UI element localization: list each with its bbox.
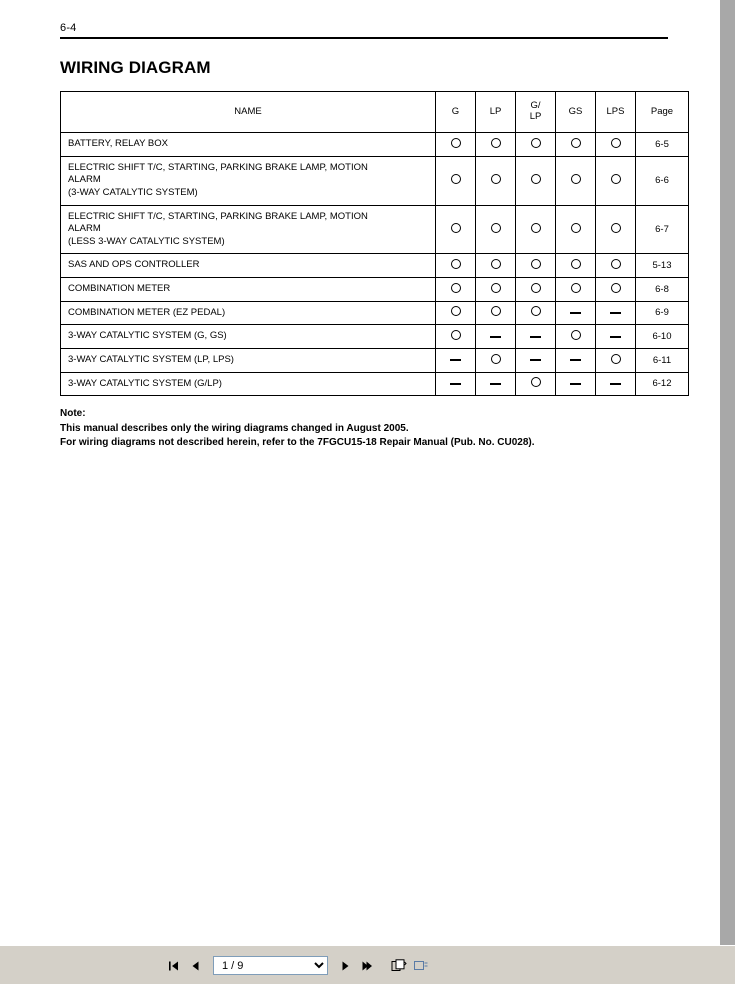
row-mark-cell-lps: [596, 278, 636, 302]
row-mark-cell-gs: [556, 301, 596, 325]
row-mark-cell-glp: [516, 278, 556, 302]
table-row: [61, 301, 689, 325]
available-circle-icon: [531, 174, 541, 184]
available-circle-icon: [571, 174, 581, 184]
column-header-glp-line1: G/: [530, 100, 541, 112]
available-circle-icon: [571, 259, 581, 269]
table-row: [61, 278, 689, 302]
row-mark-cell-gs: [556, 254, 596, 278]
not-available-dash-icon: [530, 336, 541, 338]
row-mark-cell-gs: [556, 348, 596, 372]
row-mark-cell-g: [436, 301, 476, 325]
available-circle-icon: [491, 259, 501, 269]
wiring-diagram-table: [60, 91, 689, 396]
available-circle-icon: [451, 138, 461, 148]
available-circle-icon: [491, 283, 501, 293]
note-block: [60, 407, 670, 451]
table-row: [61, 325, 689, 349]
available-circle-icon: [451, 259, 461, 269]
row-name-cell: BATTERY, RELAY BOX: [61, 133, 436, 157]
table-row: [61, 205, 689, 254]
table-header-row: [61, 92, 689, 133]
column-header-glp-line2: LP: [529, 111, 542, 122]
not-available-dash-icon: [610, 312, 621, 314]
available-circle-icon: [531, 306, 541, 316]
row-page-cell: 5-13: [636, 254, 689, 278]
available-circle-icon: [531, 259, 541, 269]
column-header-gs: GS: [556, 92, 596, 133]
row-mark-cell-lps: [596, 205, 636, 254]
table-row: [61, 254, 689, 278]
row-mark-cell-gs: [556, 325, 596, 349]
row-mark-cell-lp: [476, 325, 516, 349]
column-header-g: G: [436, 92, 476, 133]
page-title: WIRING DIAGRAM: [60, 58, 211, 77]
available-circle-icon: [611, 223, 621, 233]
row-page-cell: 6-6: [636, 156, 689, 205]
available-circle-icon: [611, 174, 621, 184]
row-mark-cell-glp: [516, 348, 556, 372]
next-page-button[interactable]: [336, 957, 354, 975]
table-row: [61, 133, 689, 157]
not-available-dash-icon: [570, 383, 581, 385]
note-line-1: This manual describes only the wiring diagrams changed in August 2005.: [60, 422, 409, 434]
available-circle-icon: [531, 223, 541, 233]
fit-page-icon[interactable]: [390, 957, 408, 975]
row-mark-cell-glp: [516, 325, 556, 349]
row-mark-cell-g: [436, 348, 476, 372]
available-circle-icon: [611, 259, 621, 269]
page-number-label: 6-4: [60, 22, 77, 34]
row-mark-cell-g: [436, 156, 476, 205]
available-circle-icon: [571, 223, 581, 233]
available-circle-icon: [571, 330, 581, 340]
available-circle-icon: [451, 223, 461, 233]
row-name-cell: 3-WAY CATALYTIC SYSTEM (G, GS): [61, 325, 436, 349]
row-page-cell: 6-5: [636, 133, 689, 157]
header-divider: [60, 37, 668, 39]
row-page-cell: 6-10: [636, 325, 689, 349]
row-mark-cell-gs: [556, 278, 596, 302]
available-circle-icon: [611, 138, 621, 148]
row-mark-cell-lp: [476, 133, 516, 157]
available-circle-icon: [531, 377, 541, 387]
available-circle-icon: [491, 223, 501, 233]
column-header-glp: [516, 92, 556, 133]
row-mark-cell-glp: [516, 372, 556, 396]
row-mark-cell-glp: [516, 254, 556, 278]
available-circle-icon: [451, 306, 461, 316]
not-available-dash-icon: [490, 383, 501, 385]
available-circle-icon: [451, 174, 461, 184]
not-available-dash-icon: [610, 336, 621, 338]
available-circle-icon: [571, 283, 581, 293]
row-mark-cell-g: [436, 372, 476, 396]
page-shadow: [720, 0, 735, 945]
available-circle-icon: [491, 138, 501, 148]
not-available-dash-icon: [450, 383, 461, 385]
row-mark-cell-lps: [596, 156, 636, 205]
available-circle-icon: [451, 283, 461, 293]
row-mark-cell-lp: [476, 348, 516, 372]
row-mark-cell-lps: [596, 254, 636, 278]
available-circle-icon: [451, 330, 461, 340]
column-header-lps: LPS: [596, 92, 636, 133]
row-page-cell: 6-11: [636, 348, 689, 372]
available-circle-icon: [571, 138, 581, 148]
column-header-lp: LP: [476, 92, 516, 133]
row-mark-cell-lp: [476, 278, 516, 302]
row-mark-cell-glp: [516, 156, 556, 205]
fit-width-icon[interactable]: [412, 957, 430, 975]
row-page-cell: 6-12: [636, 372, 689, 396]
previous-page-button[interactable]: [187, 957, 205, 975]
available-circle-icon: [611, 283, 621, 293]
available-circle-icon: [491, 354, 501, 364]
row-mark-cell-lps: [596, 325, 636, 349]
row-mark-cell-g: [436, 205, 476, 254]
row-name-cell: 3-WAY CATALYTIC SYSTEM (G/LP): [61, 372, 436, 396]
table-row: [61, 348, 689, 372]
not-available-dash-icon: [490, 336, 501, 338]
available-circle-icon: [491, 306, 501, 316]
available-circle-icon: [491, 174, 501, 184]
note-heading: Note:: [60, 408, 86, 420]
row-mark-cell-gs: [556, 156, 596, 205]
viewer-toolbar: [0, 945, 735, 984]
column-header-name: NAME: [61, 92, 436, 133]
row-name-cell: SAS AND OPS CONTROLLER: [61, 254, 436, 278]
row-mark-cell-lp: [476, 372, 516, 396]
table-row: [61, 372, 689, 396]
row-mark-cell-lp: [476, 156, 516, 205]
not-available-dash-icon: [610, 383, 621, 385]
row-mark-cell-lps: [596, 301, 636, 325]
row-name-cell: COMBINATION METER: [61, 278, 436, 302]
table-row: [61, 156, 689, 205]
row-name-cell: 3-WAY CATALYTIC SYSTEM (LP, LPS): [61, 348, 436, 372]
row-mark-cell-lp: [476, 205, 516, 254]
row-mark-cell-lp: [476, 254, 516, 278]
row-mark-cell-lps: [596, 348, 636, 372]
row-page-cell: 6-9: [636, 301, 689, 325]
row-page-cell: 6-8: [636, 278, 689, 302]
row-mark-cell-glp: [516, 205, 556, 254]
not-available-dash-icon: [450, 359, 461, 361]
available-circle-icon: [611, 354, 621, 364]
row-mark-cell-gs: [556, 133, 596, 157]
row-mark-cell-gs: [556, 372, 596, 396]
row-mark-cell-g: [436, 133, 476, 157]
row-page-cell: 6-7: [636, 205, 689, 254]
not-available-dash-icon: [570, 312, 581, 314]
row-mark-cell-glp: [516, 301, 556, 325]
row-mark-cell-g: [436, 325, 476, 349]
available-circle-icon: [531, 283, 541, 293]
not-available-dash-icon: [570, 359, 581, 361]
row-name-cell: COMBINATION METER (EZ PEDAL): [61, 301, 436, 325]
first-page-button[interactable]: [165, 957, 183, 975]
row-mark-cell-g: [436, 254, 476, 278]
row-name-cell: ELECTRIC SHIFT T/C, STARTING, PARKING BRAKE LAMP, MOTION ALARM (LESS 3-WAY CATALYTIC SYSTEM): [61, 205, 436, 254]
row-mark-cell-lp: [476, 301, 516, 325]
row-mark-cell-g: [436, 278, 476, 302]
row-mark-cell-gs: [556, 205, 596, 254]
page-selector[interactable]: [213, 956, 328, 975]
available-circle-icon: [531, 138, 541, 148]
note-line-2: For wiring diagrams not described herein, refer to the 7FGCU15-18 Repair Manual (Pub. No. CU028).: [60, 437, 535, 449]
row-mark-cell-lps: [596, 133, 636, 157]
last-page-button[interactable]: [358, 957, 376, 975]
not-available-dash-icon: [530, 359, 541, 361]
row-name-cell: ELECTRIC SHIFT T/C, STARTING, PARKING BRAKE LAMP, MOTION ALARM (3-WAY CATALYTIC SYSTEM): [61, 156, 436, 205]
row-mark-cell-lps: [596, 372, 636, 396]
row-mark-cell-glp: [516, 133, 556, 157]
column-header-page: Page: [636, 92, 689, 133]
